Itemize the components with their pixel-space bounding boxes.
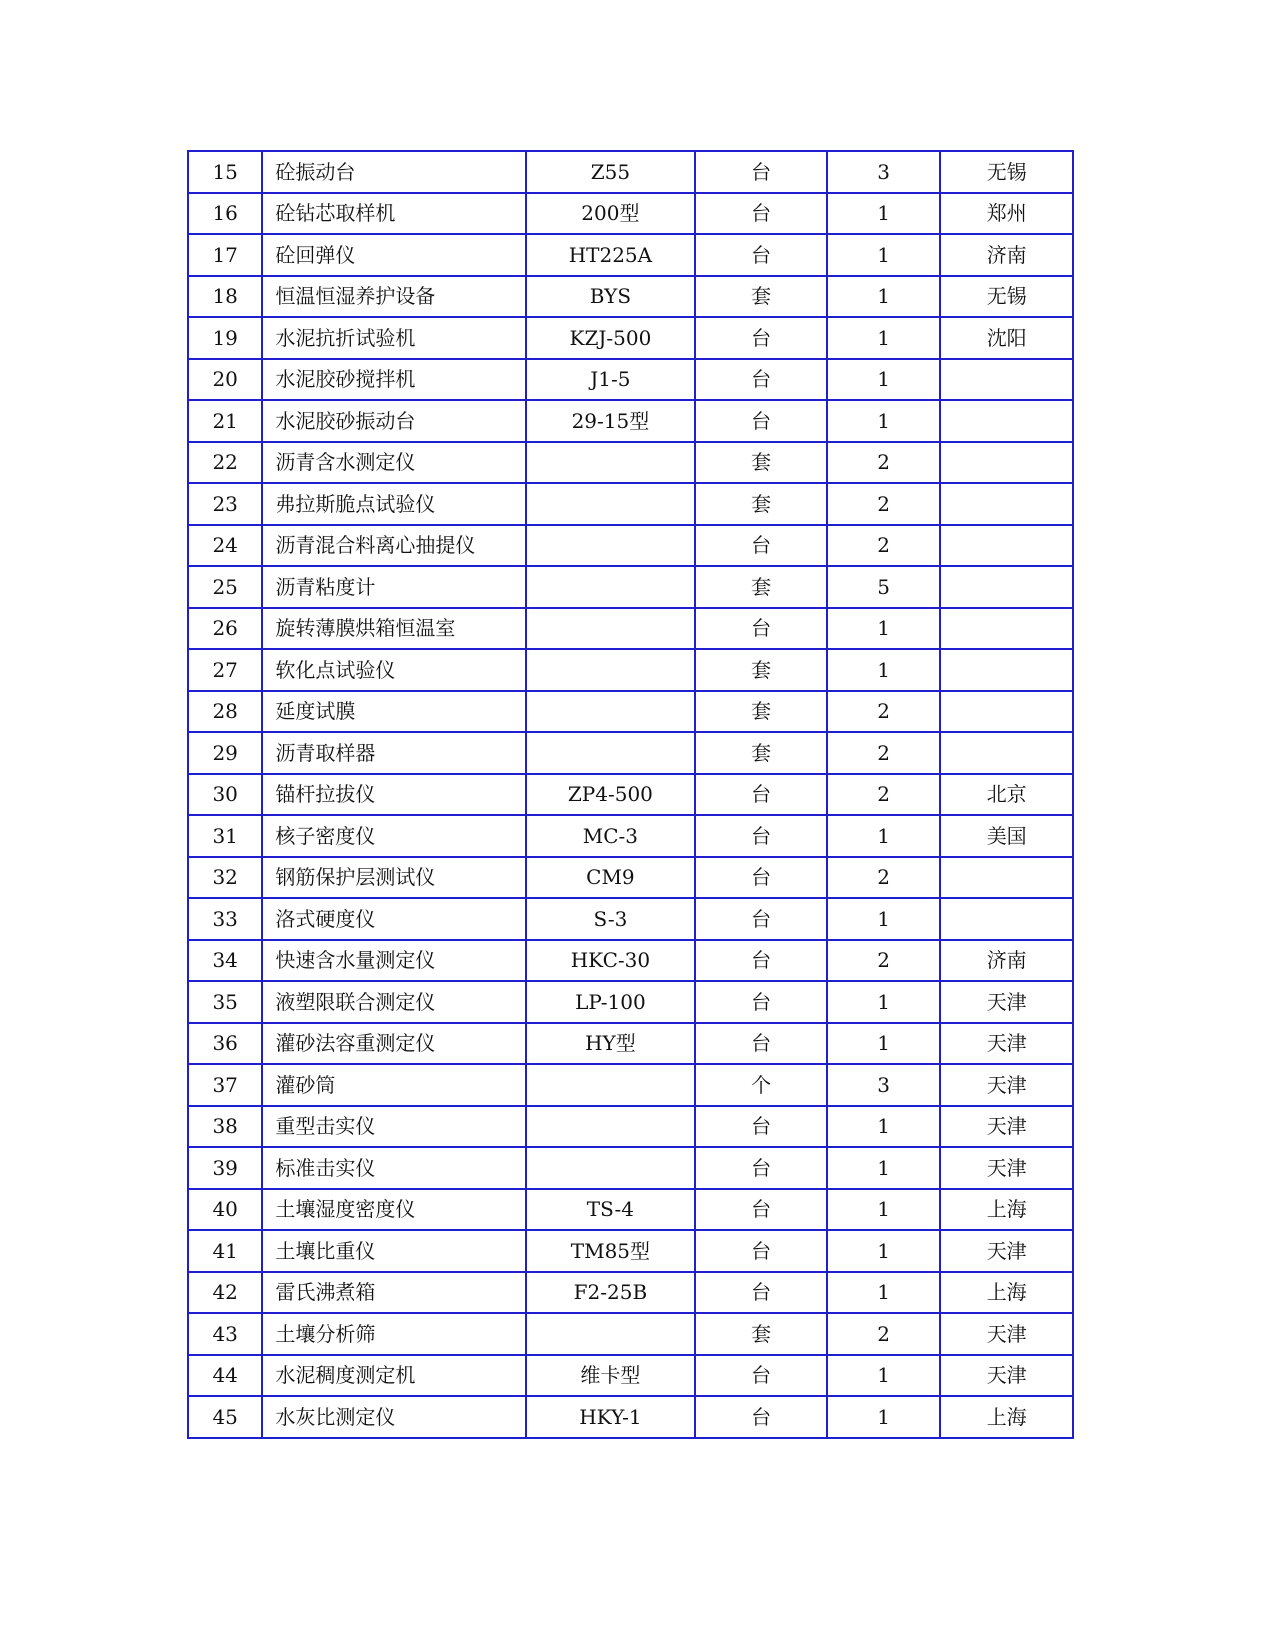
equipment-origin-cell xyxy=(940,525,1073,567)
equipment-model-cell: LP-100 xyxy=(526,981,696,1023)
equipment-model-cell: HKY-1 xyxy=(526,1396,696,1438)
equipment-name-cell: 弗拉斯脆点试验仪 xyxy=(262,483,525,525)
row-number-cell: 25 xyxy=(188,566,262,608)
row-number-cell: 32 xyxy=(188,857,262,899)
equipment-origin-cell xyxy=(940,400,1073,442)
equipment-name-cell: 沥青粘度计 xyxy=(262,566,525,608)
equipment-unit-cell: 台 xyxy=(695,1355,827,1397)
equipment-quantity-cell: 1 xyxy=(827,815,941,857)
equipment-unit-cell: 套 xyxy=(695,276,827,318)
row-number-cell: 41 xyxy=(188,1230,262,1272)
equipment-model-cell: TM85型 xyxy=(526,1230,696,1272)
equipment-unit-cell: 套 xyxy=(695,732,827,774)
equipment-origin-cell xyxy=(940,732,1073,774)
table-row xyxy=(188,1189,1073,1231)
row-number-cell: 27 xyxy=(188,649,262,691)
row-number-cell: 19 xyxy=(188,317,262,359)
equipment-unit-cell: 套 xyxy=(695,649,827,691)
table-row xyxy=(188,317,1073,359)
table-row xyxy=(188,359,1073,401)
row-number-cell: 38 xyxy=(188,1106,262,1148)
row-number-cell: 29 xyxy=(188,732,262,774)
equipment-model-cell xyxy=(526,1106,696,1148)
equipment-name-cell: 土壤比重仪 xyxy=(262,1230,525,1272)
equipment-name-cell: 沥青混合料离心抽提仪 xyxy=(262,525,525,567)
row-number-cell: 20 xyxy=(188,359,262,401)
equipment-name-cell: 核子密度仪 xyxy=(262,815,525,857)
equipment-unit-cell: 台 xyxy=(695,1396,827,1438)
equipment-name-cell: 土壤湿度密度仪 xyxy=(262,1189,525,1231)
table-row xyxy=(188,898,1073,940)
equipment-unit-cell: 套 xyxy=(695,442,827,484)
equipment-name-cell: 旋转薄膜烘箱恒温室 xyxy=(262,608,525,650)
table-row xyxy=(188,1106,1073,1148)
table-row xyxy=(188,1396,1073,1438)
equipment-name-cell: 恒温恒湿养护设备 xyxy=(262,276,525,318)
equipment-name-cell: 水泥胶砂振动台 xyxy=(262,400,525,442)
equipment-unit-cell: 台 xyxy=(695,774,827,816)
equipment-unit-cell: 台 xyxy=(695,1230,827,1272)
equipment-unit-cell: 台 xyxy=(695,234,827,276)
row-number-cell: 36 xyxy=(188,1023,262,1065)
equipment-name-cell: 重型击实仪 xyxy=(262,1106,525,1148)
table-row xyxy=(188,566,1073,608)
table-row xyxy=(188,442,1073,484)
table-row xyxy=(188,691,1073,733)
equipment-model-cell: ZP4-500 xyxy=(526,774,696,816)
equipment-quantity-cell: 1 xyxy=(827,1355,941,1397)
table-row xyxy=(188,276,1073,318)
equipment-quantity-cell: 2 xyxy=(827,774,941,816)
row-number-cell: 44 xyxy=(188,1355,262,1397)
equipment-name-cell: 软化点试验仪 xyxy=(262,649,525,691)
equipment-unit-cell: 台 xyxy=(695,193,827,235)
equipment-origin-cell: 天津 xyxy=(940,1023,1073,1065)
equipment-origin-cell: 天津 xyxy=(940,981,1073,1023)
table-row xyxy=(188,400,1073,442)
equipment-quantity-cell: 5 xyxy=(827,566,941,608)
table-row xyxy=(188,193,1073,235)
equipment-unit-cell: 台 xyxy=(695,815,827,857)
equipment-unit-cell: 台 xyxy=(695,317,827,359)
equipment-quantity-cell: 1 xyxy=(827,359,941,401)
equipment-unit-cell: 台 xyxy=(695,1189,827,1231)
equipment-unit-cell: 台 xyxy=(695,1106,827,1148)
equipment-quantity-cell: 2 xyxy=(827,857,941,899)
table-row xyxy=(188,649,1073,691)
equipment-quantity-cell: 1 xyxy=(827,898,941,940)
equipment-origin-cell xyxy=(940,483,1073,525)
equipment-quantity-cell: 1 xyxy=(827,317,941,359)
equipment-name-cell: 沥青含水测定仪 xyxy=(262,442,525,484)
table-row xyxy=(188,981,1073,1023)
row-number-cell: 42 xyxy=(188,1272,262,1314)
equipment-unit-cell: 台 xyxy=(695,1272,827,1314)
equipment-origin-cell xyxy=(940,857,1073,899)
equipment-origin-cell: 天津 xyxy=(940,1230,1073,1272)
equipment-model-cell: J1-5 xyxy=(526,359,696,401)
equipment-name-cell: 水泥抗折试验机 xyxy=(262,317,525,359)
equipment-unit-cell: 套 xyxy=(695,1313,827,1355)
equipment-quantity-cell: 1 xyxy=(827,1147,941,1189)
equipment-model-cell: CM9 xyxy=(526,857,696,899)
equipment-origin-cell: 天津 xyxy=(940,1064,1073,1106)
equipment-origin-cell xyxy=(940,359,1073,401)
equipment-quantity-cell: 2 xyxy=(827,1313,941,1355)
equipment-unit-cell: 台 xyxy=(695,608,827,650)
row-number-cell: 17 xyxy=(188,234,262,276)
equipment-unit-cell: 台 xyxy=(695,898,827,940)
equipment-model-cell xyxy=(526,483,696,525)
equipment-origin-cell xyxy=(940,649,1073,691)
equipment-table xyxy=(187,150,1074,1439)
row-number-cell: 45 xyxy=(188,1396,262,1438)
row-number-cell: 21 xyxy=(188,400,262,442)
row-number-cell: 22 xyxy=(188,442,262,484)
table-row xyxy=(188,525,1073,567)
row-number-cell: 24 xyxy=(188,525,262,567)
row-number-cell: 35 xyxy=(188,981,262,1023)
equipment-quantity-cell: 1 xyxy=(827,234,941,276)
equipment-unit-cell: 台 xyxy=(695,400,827,442)
equipment-origin-cell: 天津 xyxy=(940,1355,1073,1397)
equipment-origin-cell: 济南 xyxy=(940,234,1073,276)
row-number-cell: 43 xyxy=(188,1313,262,1355)
equipment-model-cell: HY型 xyxy=(526,1023,696,1065)
equipment-quantity-cell: 2 xyxy=(827,483,941,525)
row-number-cell: 18 xyxy=(188,276,262,318)
equipment-unit-cell: 台 xyxy=(695,940,827,982)
equipment-origin-cell: 沈阳 xyxy=(940,317,1073,359)
equipment-origin-cell xyxy=(940,898,1073,940)
equipment-quantity-cell: 1 xyxy=(827,1230,941,1272)
row-number-cell: 31 xyxy=(188,815,262,857)
equipment-name-cell: 水泥胶砂搅拌机 xyxy=(262,359,525,401)
equipment-unit-cell: 台 xyxy=(695,1023,827,1065)
table-row xyxy=(188,1064,1073,1106)
table-row xyxy=(188,1023,1073,1065)
equipment-quantity-cell: 1 xyxy=(827,193,941,235)
equipment-model-cell xyxy=(526,1147,696,1189)
equipment-name-cell: 标准击实仪 xyxy=(262,1147,525,1189)
equipment-quantity-cell: 3 xyxy=(827,151,941,193)
equipment-model-cell xyxy=(526,1313,696,1355)
equipment-origin-cell xyxy=(940,566,1073,608)
equipment-model-cell: MC-3 xyxy=(526,815,696,857)
equipment-quantity-cell: 1 xyxy=(827,1272,941,1314)
row-number-cell: 26 xyxy=(188,608,262,650)
equipment-origin-cell xyxy=(940,442,1073,484)
equipment-unit-cell: 台 xyxy=(695,981,827,1023)
equipment-origin-cell: 北京 xyxy=(940,774,1073,816)
equipment-model-cell xyxy=(526,525,696,567)
equipment-quantity-cell: 1 xyxy=(827,1023,941,1065)
equipment-unit-cell: 套 xyxy=(695,566,827,608)
table-row xyxy=(188,608,1073,650)
row-number-cell: 15 xyxy=(188,151,262,193)
equipment-unit-cell: 台 xyxy=(695,151,827,193)
row-number-cell: 40 xyxy=(188,1189,262,1231)
equipment-origin-cell: 上海 xyxy=(940,1272,1073,1314)
equipment-model-cell: Z55 xyxy=(526,151,696,193)
row-number-cell: 33 xyxy=(188,898,262,940)
equipment-name-cell: 延度试膜 xyxy=(262,691,525,733)
equipment-name-cell: 砼钻芯取样机 xyxy=(262,193,525,235)
equipment-unit-cell: 台 xyxy=(695,359,827,401)
equipment-origin-cell: 天津 xyxy=(940,1313,1073,1355)
equipment-name-cell: 雷氏沸煮箱 xyxy=(262,1272,525,1314)
equipment-quantity-cell: 1 xyxy=(827,276,941,318)
row-number-cell: 37 xyxy=(188,1064,262,1106)
row-number-cell: 23 xyxy=(188,483,262,525)
row-number-cell: 30 xyxy=(188,774,262,816)
equipment-name-cell: 砼振动台 xyxy=(262,151,525,193)
equipment-name-cell: 水泥稠度测定机 xyxy=(262,1355,525,1397)
row-number-cell: 28 xyxy=(188,691,262,733)
equipment-origin-cell: 上海 xyxy=(940,1396,1073,1438)
equipment-unit-cell: 台 xyxy=(695,857,827,899)
equipment-origin-cell: 天津 xyxy=(940,1147,1073,1189)
table-row xyxy=(188,1230,1073,1272)
equipment-name-cell: 沥青取样器 xyxy=(262,732,525,774)
table-row xyxy=(188,815,1073,857)
equipment-quantity-cell: 2 xyxy=(827,940,941,982)
equipment-name-cell: 水灰比测定仪 xyxy=(262,1396,525,1438)
equipment-model-cell: HKC-30 xyxy=(526,940,696,982)
table-row xyxy=(188,151,1073,193)
equipment-origin-cell: 无锡 xyxy=(940,276,1073,318)
equipment-origin-cell xyxy=(940,608,1073,650)
table-row xyxy=(188,1355,1073,1397)
equipment-quantity-cell: 1 xyxy=(827,981,941,1023)
equipment-unit-cell: 套 xyxy=(695,483,827,525)
table-row xyxy=(188,940,1073,982)
equipment-origin-cell: 济南 xyxy=(940,940,1073,982)
table-row xyxy=(188,1147,1073,1189)
equipment-quantity-cell: 1 xyxy=(827,1396,941,1438)
equipment-origin-cell: 上海 xyxy=(940,1189,1073,1231)
equipment-quantity-cell: 1 xyxy=(827,400,941,442)
equipment-name-cell: 灌砂筒 xyxy=(262,1064,525,1106)
equipment-model-cell: F2-25B xyxy=(526,1272,696,1314)
row-number-cell: 16 xyxy=(188,193,262,235)
equipment-origin-cell: 郑州 xyxy=(940,193,1073,235)
equipment-name-cell: 快速含水量测定仪 xyxy=(262,940,525,982)
equipment-name-cell: 锚杆拉拔仪 xyxy=(262,774,525,816)
equipment-model-cell: 维卡型 xyxy=(526,1355,696,1397)
table-row xyxy=(188,483,1073,525)
table-row xyxy=(188,1313,1073,1355)
equipment-name-cell: 土壤分析筛 xyxy=(262,1313,525,1355)
equipment-quantity-cell: 1 xyxy=(827,1189,941,1231)
table-row xyxy=(188,234,1073,276)
table-row xyxy=(188,732,1073,774)
equipment-unit-cell: 台 xyxy=(695,1147,827,1189)
equipment-unit-cell: 台 xyxy=(695,525,827,567)
equipment-name-cell: 砼回弹仪 xyxy=(262,234,525,276)
equipment-quantity-cell: 2 xyxy=(827,442,941,484)
equipment-model-cell xyxy=(526,608,696,650)
equipment-model-cell: S-3 xyxy=(526,898,696,940)
equipment-quantity-cell: 2 xyxy=(827,525,941,567)
equipment-name-cell: 灌砂法容重测定仪 xyxy=(262,1023,525,1065)
row-number-cell: 34 xyxy=(188,940,262,982)
equipment-model-cell xyxy=(526,1064,696,1106)
equipment-model-cell: TS-4 xyxy=(526,1189,696,1231)
equipment-quantity-cell: 2 xyxy=(827,691,941,733)
equipment-model-cell: BYS xyxy=(526,276,696,318)
equipment-model-cell: 29-15型 xyxy=(526,400,696,442)
equipment-unit-cell: 套 xyxy=(695,691,827,733)
table-row xyxy=(188,774,1073,816)
equipment-origin-cell: 天津 xyxy=(940,1106,1073,1148)
equipment-model-cell xyxy=(526,442,696,484)
equipment-quantity-cell: 3 xyxy=(827,1064,941,1106)
equipment-quantity-cell: 1 xyxy=(827,649,941,691)
row-number-cell: 39 xyxy=(188,1147,262,1189)
table-row xyxy=(188,857,1073,899)
equipment-table-body xyxy=(188,151,1073,1438)
equipment-name-cell: 钢筋保护层测试仪 xyxy=(262,857,525,899)
equipment-model-cell xyxy=(526,649,696,691)
equipment-model-cell: KZJ-500 xyxy=(526,317,696,359)
equipment-quantity-cell: 2 xyxy=(827,732,941,774)
equipment-origin-cell xyxy=(940,691,1073,733)
equipment-quantity-cell: 1 xyxy=(827,608,941,650)
equipment-name-cell: 洛式硬度仪 xyxy=(262,898,525,940)
equipment-origin-cell: 美国 xyxy=(940,815,1073,857)
equipment-unit-cell: 个 xyxy=(695,1064,827,1106)
equipment-model-cell: HT225A xyxy=(526,234,696,276)
equipment-quantity-cell: 1 xyxy=(827,1106,941,1148)
equipment-model-cell: 200型 xyxy=(526,193,696,235)
equipment-model-cell xyxy=(526,732,696,774)
equipment-model-cell xyxy=(526,566,696,608)
equipment-origin-cell: 无锡 xyxy=(940,151,1073,193)
equipment-name-cell: 液塑限联合测定仪 xyxy=(262,981,525,1023)
table-row xyxy=(188,1272,1073,1314)
equipment-model-cell xyxy=(526,691,696,733)
